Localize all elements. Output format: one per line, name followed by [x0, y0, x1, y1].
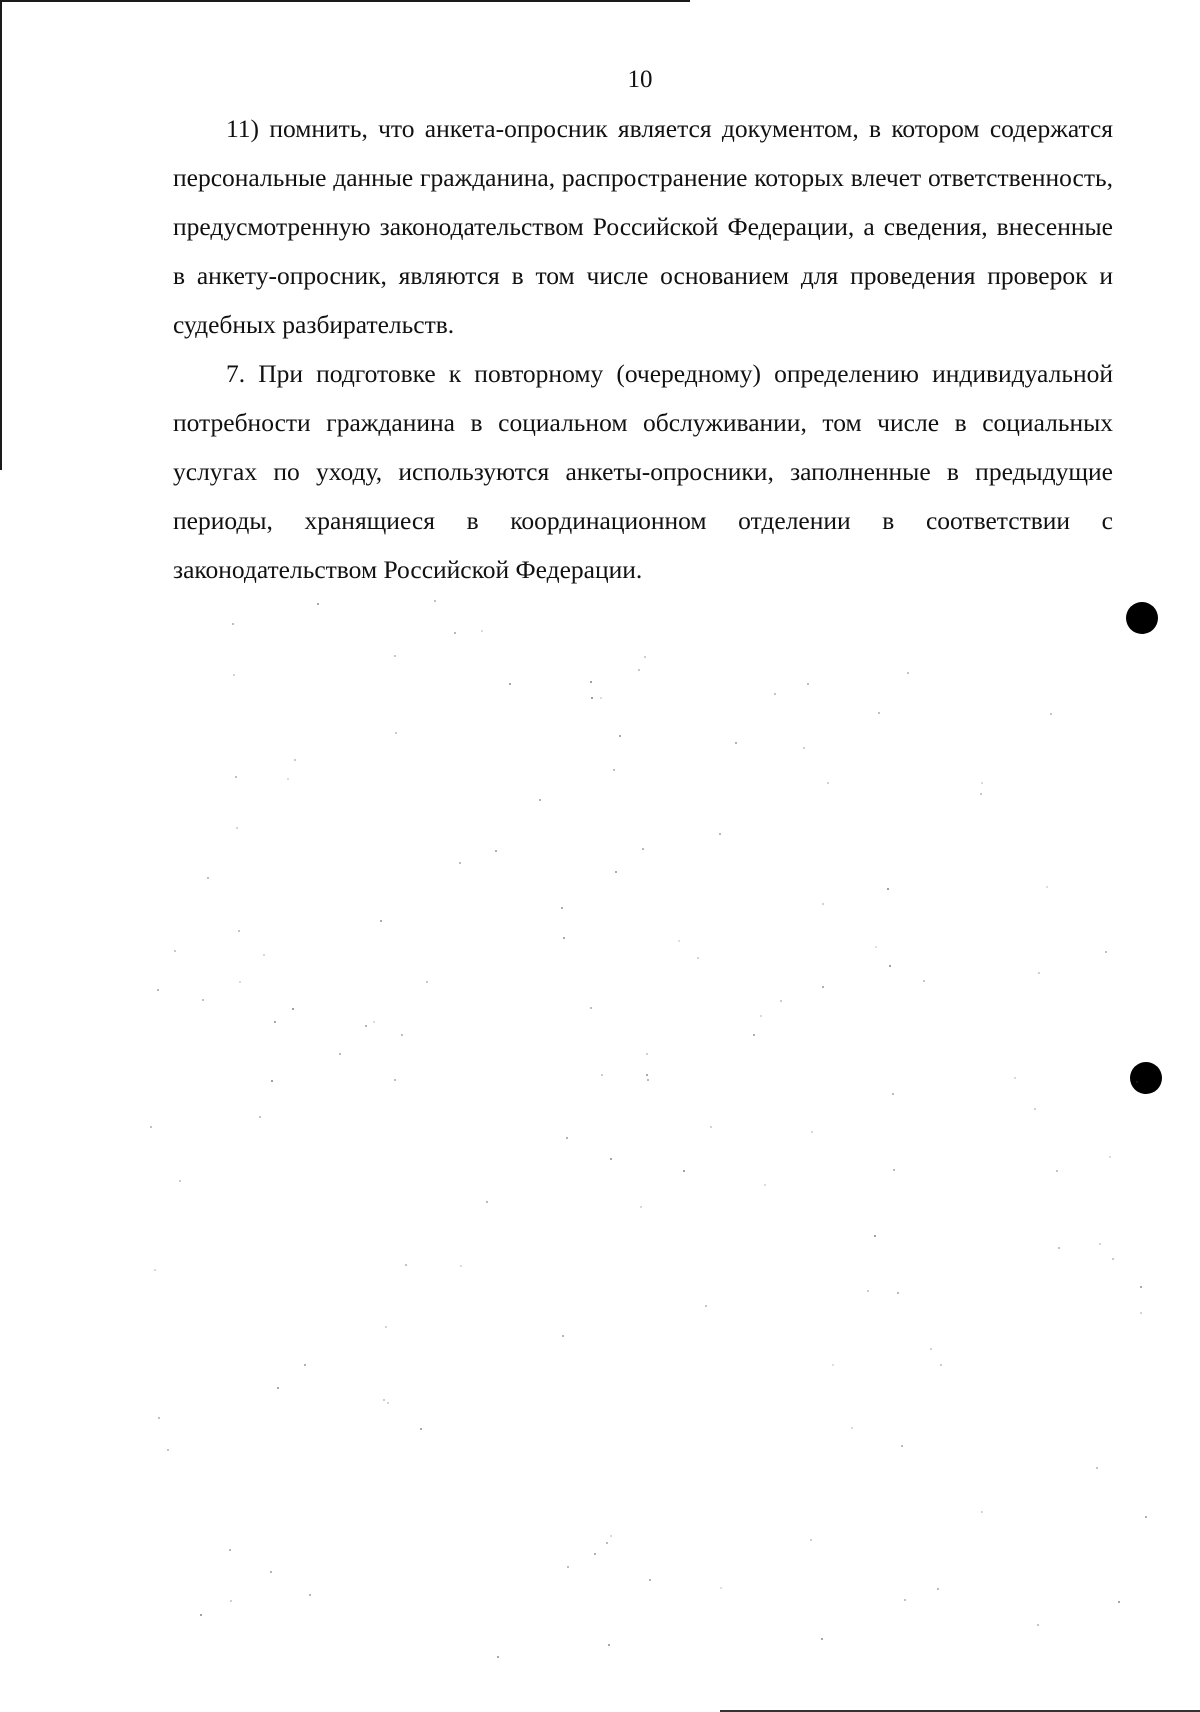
scan-speck	[638, 669, 640, 671]
scan-speck	[270, 1571, 272, 1573]
scan-speck	[460, 1265, 462, 1267]
scan-speck	[426, 981, 428, 983]
scan-speck	[937, 1588, 939, 1590]
scan-speck	[904, 1599, 906, 1601]
scan-speck	[719, 833, 721, 835]
scan-speck	[591, 697, 593, 699]
scan-speck	[486, 1201, 488, 1203]
scan-speck	[230, 1600, 232, 1602]
scan-speck	[1099, 1243, 1101, 1245]
scan-speck	[827, 782, 829, 784]
scan-speck	[292, 1008, 294, 1010]
scan-speck	[317, 603, 319, 605]
scan-speck	[710, 1126, 712, 1128]
scan-speck	[892, 1093, 894, 1095]
scan-speck	[405, 1264, 407, 1266]
scan-speck	[459, 862, 461, 864]
scan-speck	[867, 1290, 869, 1292]
scan-speck	[1038, 972, 1040, 974]
punch-hole-upper	[1126, 602, 1158, 634]
scan-speck	[454, 632, 456, 634]
scan-speck	[277, 1387, 279, 1389]
scan-speck	[238, 930, 240, 932]
scan-speck	[434, 600, 436, 602]
scan-speck	[735, 742, 737, 744]
scan-speck	[1112, 1258, 1114, 1260]
scan-speck	[619, 735, 621, 737]
scan-speck	[567, 1566, 569, 1568]
scan-speck	[613, 769, 615, 771]
scan-speck	[167, 1449, 169, 1451]
scan-speck	[420, 1428, 422, 1430]
scan-speck	[606, 1542, 608, 1544]
scan-speck	[683, 1170, 685, 1172]
scan-speck	[923, 980, 925, 982]
scan-speck	[394, 1079, 396, 1081]
scan-speck	[304, 1364, 306, 1366]
page-number: 10	[627, 66, 653, 93]
scan-speck	[395, 732, 397, 734]
scan-speck	[157, 989, 159, 991]
scan-speck	[1109, 1156, 1111, 1158]
scan-speck	[1056, 1170, 1058, 1172]
scan-speck	[365, 1025, 367, 1027]
scan-speck	[309, 1594, 311, 1596]
scan-speck	[239, 981, 241, 983]
scan-speck	[373, 1021, 375, 1023]
scan-speck	[887, 888, 889, 890]
scan-speck	[644, 656, 646, 658]
scan-edge-left	[0, 0, 2, 470]
scan-speck	[154, 1269, 156, 1271]
scan-speck	[780, 1000, 782, 1002]
scan-speck	[601, 1074, 603, 1076]
scan-speck	[387, 1402, 389, 1404]
scan-speck	[229, 1549, 231, 1551]
scan-speck	[590, 681, 592, 683]
scan-speck	[980, 793, 982, 795]
scan-speck	[561, 907, 563, 909]
scan-speck	[893, 1169, 895, 1171]
scan-speck	[232, 623, 234, 625]
scan-speck	[294, 759, 296, 761]
scan-speck	[851, 1427, 853, 1429]
scan-speck	[821, 1638, 823, 1640]
scan-speck	[590, 1007, 592, 1009]
scan-speck	[930, 1348, 932, 1350]
scan-speck	[1136, 1081, 1138, 1083]
scan-speck	[179, 1180, 181, 1182]
scan-speck	[233, 674, 235, 676]
scan-speck	[807, 683, 809, 685]
scan-speck	[753, 1034, 755, 1036]
scan-speck	[497, 1656, 499, 1658]
scan-speck	[539, 799, 541, 801]
scan-speck	[822, 986, 824, 988]
scan-speck	[875, 946, 877, 948]
scan-speck	[878, 712, 880, 714]
scan-speck	[889, 965, 891, 967]
scan-speck	[287, 778, 289, 780]
scan-speck	[810, 1539, 812, 1541]
scan-speck	[646, 1074, 648, 1076]
scan-speck	[940, 1364, 942, 1366]
scan-speck	[401, 1034, 403, 1036]
scan-speck	[481, 630, 483, 632]
scan-speck	[610, 1158, 612, 1160]
scan-speck	[1096, 1467, 1098, 1469]
scan-speck	[647, 1079, 649, 1081]
scan-speck	[509, 683, 511, 685]
scan-speck	[705, 1305, 707, 1307]
scan-speck	[600, 697, 602, 699]
scan-speck	[774, 693, 776, 695]
paragraph-clause-7: 7. При подготовке к повторному (очередному) определению индивидуальной потребности гражданина в социальном обслуживании, том числе в социальных услугах по уходу, используются анкеты-опросники, заполненные в предыдущие периоды, хранящиеся в координационном отделении в соответствии с законодательством Российской Федерации.	[173, 359, 1113, 584]
scan-edge-top	[0, 0, 690, 2]
scan-speck	[158, 1417, 160, 1419]
scan-speck	[274, 1021, 276, 1023]
scan-speck	[380, 920, 382, 922]
scan-speck	[901, 1445, 903, 1447]
scan-speck	[642, 848, 644, 850]
scan-speck	[339, 1053, 341, 1055]
scan-speck	[981, 782, 983, 784]
scan-speck	[907, 672, 909, 674]
scan-speck	[566, 1137, 568, 1139]
scan-speck	[1105, 951, 1107, 953]
scan-speck	[1058, 1247, 1060, 1249]
scan-speck	[1050, 713, 1052, 715]
scan-speck	[1034, 1108, 1036, 1110]
scan-speck	[394, 655, 396, 657]
scan-speck	[200, 1614, 202, 1616]
scan-speck	[822, 903, 824, 905]
scan-speck	[760, 1015, 762, 1017]
scan-speck	[259, 1116, 261, 1118]
scan-speck	[235, 776, 237, 778]
punch-hole-lower	[1130, 1062, 1162, 1094]
scan-speck	[383, 1399, 385, 1401]
scan-speck	[874, 1235, 876, 1237]
paragraph-item-11: 11) помнить, что анкета-опросник является документом, в котором содержатся персональные данные гражданина, распространение которых влечет ответственность, предусмотренную законодательством Российской Федерации, а сведения, внесенные в анкету-опросник, являются в том числе основанием для проведения проверок и судебных разбирательств.	[173, 114, 1113, 339]
scan-speck	[263, 954, 265, 956]
scan-speck	[764, 1184, 766, 1186]
scan-speck	[678, 940, 680, 942]
document-body	[173, 104, 1113, 594]
scan-speck	[811, 1131, 813, 1133]
scan-speck	[174, 950, 176, 952]
scan-speck	[608, 1644, 610, 1646]
scan-speck	[236, 827, 238, 829]
scan-speck	[271, 1080, 273, 1082]
scan-speck	[640, 1206, 642, 1208]
scan-speck	[1037, 1624, 1039, 1626]
scan-speck	[385, 1326, 387, 1328]
scan-speck	[495, 850, 497, 852]
scan-speck	[207, 877, 209, 879]
scan-speck	[803, 747, 805, 749]
scan-speck	[832, 1364, 834, 1366]
scan-speck	[202, 999, 204, 1001]
scan-speck	[897, 1292, 899, 1294]
scan-speck	[1140, 1312, 1142, 1314]
scan-speck	[646, 1053, 648, 1055]
scan-speck	[562, 1335, 564, 1337]
scan-speck	[649, 1579, 651, 1581]
scan-speck	[610, 1535, 612, 1537]
scan-speck	[1014, 1077, 1016, 1079]
scan-speck	[594, 1553, 596, 1555]
scan-speck	[615, 871, 617, 873]
scan-speck	[1118, 1601, 1120, 1603]
scan-speck	[720, 1587, 722, 1589]
scan-speck	[1145, 1516, 1147, 1518]
scan-speck	[1046, 886, 1048, 888]
scan-speck	[981, 1511, 983, 1513]
scan-speck	[697, 957, 699, 959]
scan-speck	[563, 937, 565, 939]
scan-speck	[1140, 1286, 1142, 1288]
scan-speck	[150, 1126, 152, 1128]
